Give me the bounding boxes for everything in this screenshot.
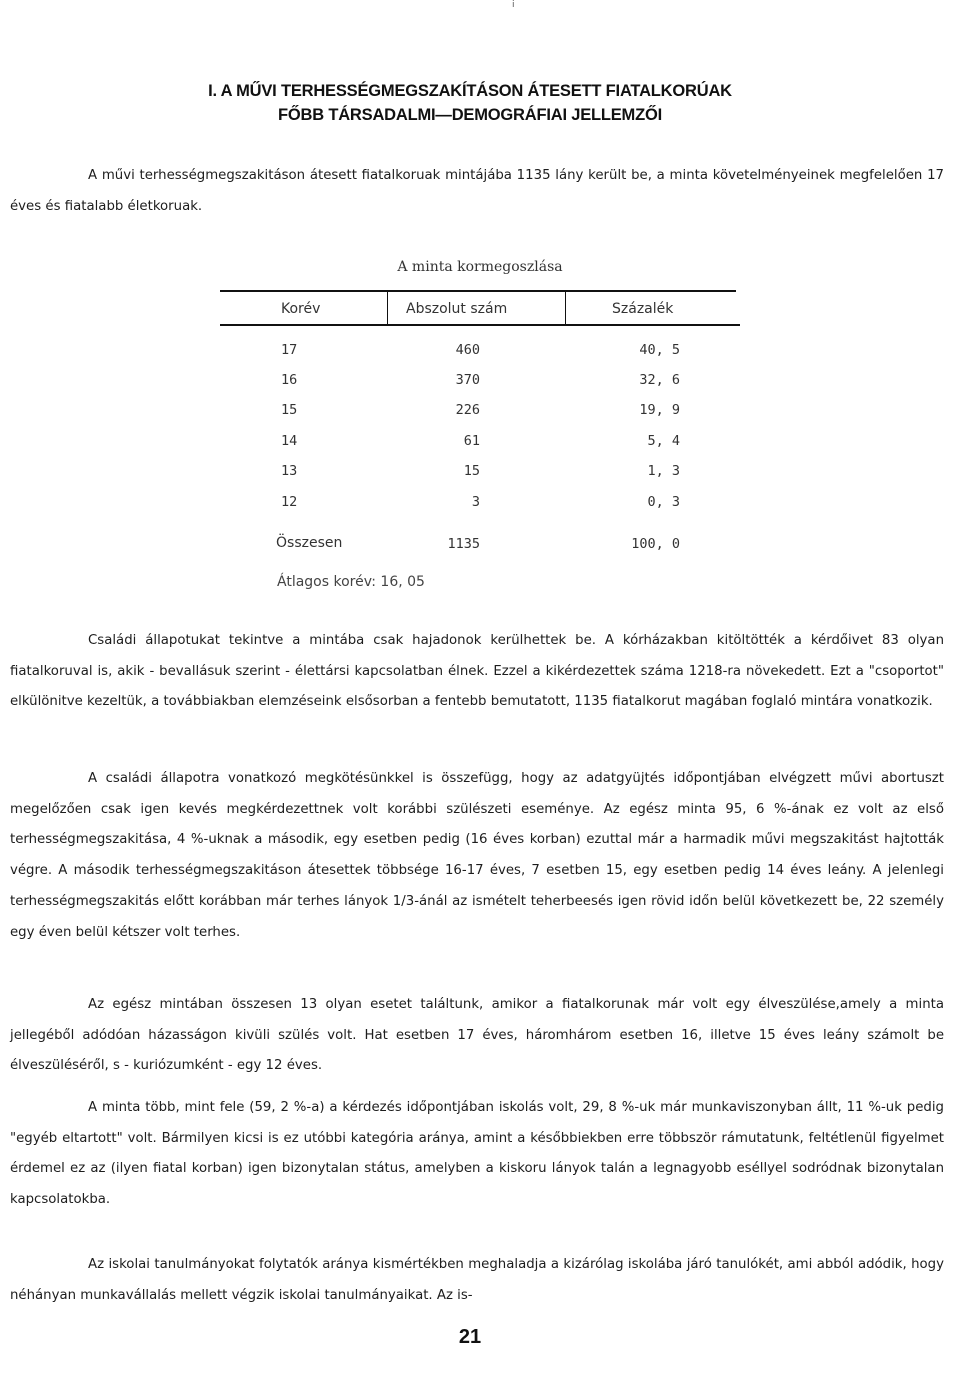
cell-percent: 19, 9 bbox=[639, 402, 680, 418]
cell-percent: 32, 6 bbox=[639, 372, 680, 388]
table-header-rule bbox=[220, 324, 740, 326]
table-header-abszolut-szam: Abszolut szám bbox=[406, 301, 508, 317]
corner-mark: i bbox=[512, 0, 515, 10]
cell-percent: 1, 3 bbox=[647, 463, 680, 479]
cell-count: 15 bbox=[463, 463, 480, 479]
paragraph-students: Az iskolai tanulmányokat folytatók aránya kismértékben meghaladja a kizárólag iskolába járó tanulókét, ami abból adódik, hogy néhányan munkavállalás mellett végzik iskolai tanulmányaikat. Az is- bbox=[10, 1257, 944, 1303]
cell-percent: 5, 4 bbox=[647, 433, 680, 449]
cell-count: 226 bbox=[455, 402, 480, 418]
cell-percent: 0, 3 bbox=[647, 494, 680, 510]
table-top-rule bbox=[220, 290, 736, 292]
total-count: 1135 bbox=[447, 536, 480, 552]
chapter-heading-line2: FŐBB TÁRSADALMI—DEMOGRÁFIAI JELLEMZŐI bbox=[278, 106, 662, 124]
cell-age: 12 bbox=[281, 494, 298, 510]
cell-age: 17 bbox=[281, 342, 298, 358]
cell-age: 15 bbox=[281, 402, 298, 418]
paragraph-obstetric-history: A családi állapotra vonatkozó megkötésünkkel is összefügg, hogy az adatgyüjtés időpontjában elvégzett művi abortuszt megelőzően csak igen kevés megkérdezettnek volt korábbi szülészeti eseménye. Az egész minta 95, 6 %-ának ez volt az első terhességmegszakitása, 4 %-uknak a második, egy esetben pedig (16 éves korban) ezuttal már a harmadik művi megszakitást hajtották végre. A második terhességmegszakitáson átesettek többsége 16-17 éves, 7 esetben 15, egy esetben pedig 14 éves leány. A jelenlegi terhességmegszakitás előtt korábban már terhes lányok 1/3-ánál az ismételt teherbeesés igen rövid időn belül következett be, 22 személy egy éven belül kétszer volt terhes. bbox=[10, 771, 944, 940]
cell-age: 16 bbox=[281, 372, 298, 388]
table-col-divider-1 bbox=[387, 291, 388, 324]
total-label: Összesen bbox=[276, 535, 343, 551]
paragraph-marital-status: Családi állapotukat tekintve a mintába csak hajadonok kerülhettek be. A kórházakban kitöltötték a kérdőivet 83 olyan fiatalkoruval is, akik - bevallásuk szerint - élettársi kapcsolatban élnek. Ezzel a kikérdezettek száma 1218-ra növekedett. Ezt a "csoportot" elkülönitve kezeltük, a továbbiakban elemzéseink elsősorban a fentebb bemutatott, 1135 fiatalkorut magában foglaló mintára vonatkozik. bbox=[10, 633, 944, 710]
cell-age: 13 bbox=[281, 463, 298, 479]
page-number: 21 bbox=[458, 1326, 482, 1348]
table-header-korev: Korév bbox=[281, 301, 321, 317]
table-header-szazalek: Százalék bbox=[612, 301, 674, 317]
table-caption: A minta kormegoszlása bbox=[397, 259, 563, 275]
total-percent: 100, 0 bbox=[631, 536, 680, 552]
cell-count: 3 bbox=[471, 494, 480, 510]
cell-age: 14 bbox=[281, 433, 298, 449]
cell-count: 61 bbox=[463, 433, 480, 449]
chapter-heading-line1: I. A MŰVI TERHESSÉGMEGSZAKÍTÁSON ÁTESETT FIATALKORÚAK bbox=[208, 82, 732, 100]
paragraph-school-status: A minta több, mint fele (59, 2 %-a) a kérdezés időpontjában iskolás volt, 29, 8 %-uk már munkaviszonyban állt, 11 %-uk pedig "egyéb eltartott" volt. Bármilyen kicsi is ez utóbbi kategória aránya, amint a későbbiekben erre többször rámutatunk, feltétlenül figyelmet érdemel ez az (ilyen fiatal korban) igen bizonytalan státus, amelyben a kiskoru lányok talán a legnagyobb eséllyel sodródnak bizonytalan kapcsolatokba. bbox=[10, 1100, 944, 1208]
cell-count: 370 bbox=[455, 372, 480, 388]
cell-count: 460 bbox=[455, 342, 480, 358]
table-col-divider-2 bbox=[565, 291, 566, 324]
paragraph-live-births: Az egész mintában összesen 13 olyan esetet találtunk, amikor a fiatalkorunak már volt egy élveszülése,amely a minta jellegéből adódóan házasságon kivüli szülés volt. Hat esetben 17 éves, háromhárom esetben 16, illetve 15 éves leány számolt be élveszüléséről, s - kuriózumként - egy 12 éves. bbox=[10, 997, 944, 1074]
average-age: Átlagos korév: 16, 05 bbox=[277, 574, 425, 590]
cell-percent: 40, 5 bbox=[639, 342, 680, 358]
intro-paragraph: A művi terhességmegszakitáson átesett fiatalkoruak mintájába 1135 lány került be, a minta követelményeinek megfelelően 17 éves és fiatalabb életkoruak. bbox=[10, 168, 944, 215]
